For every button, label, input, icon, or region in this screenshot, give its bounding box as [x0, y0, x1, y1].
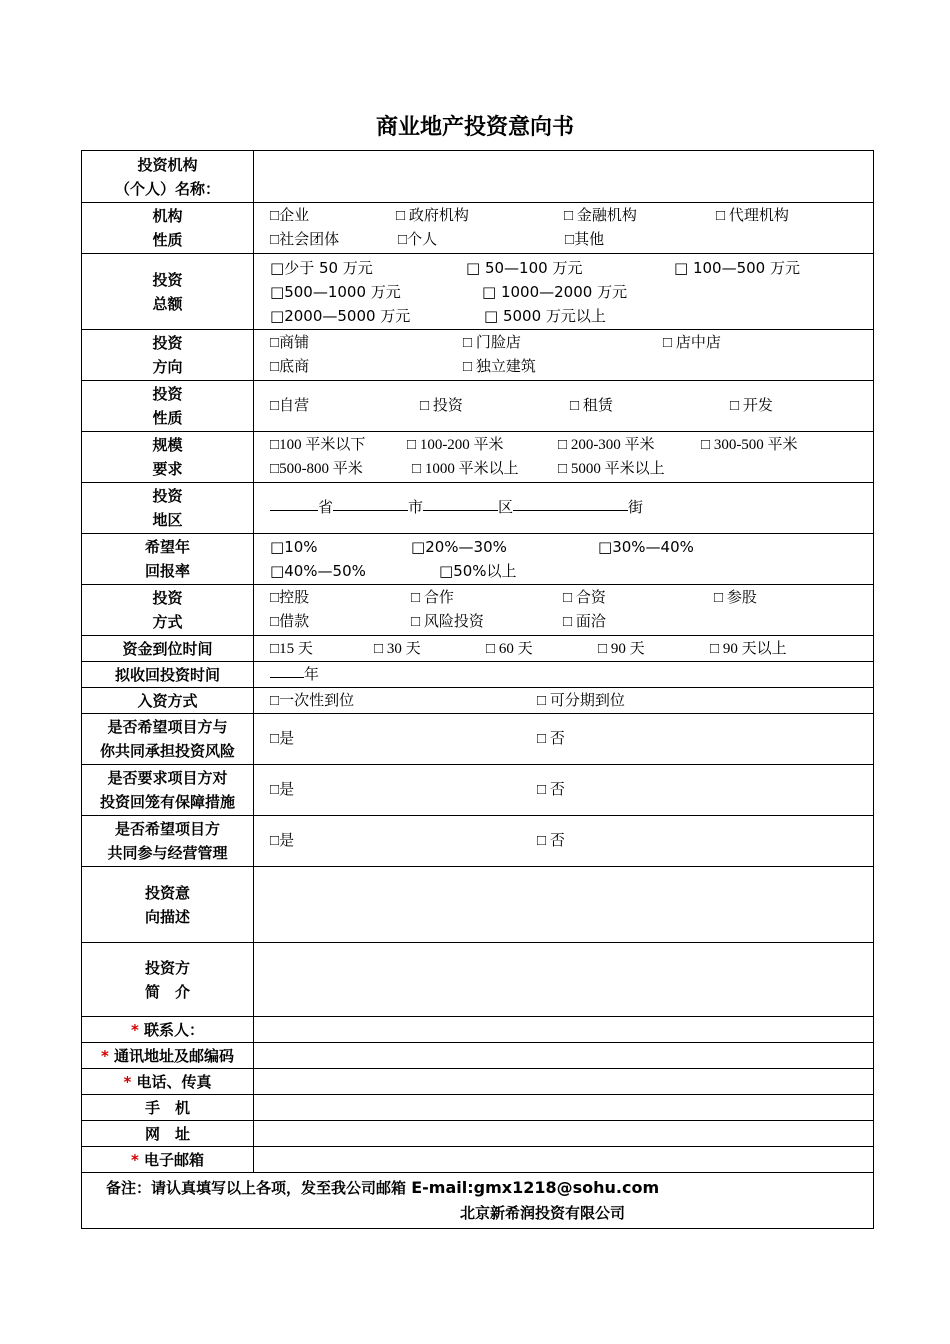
note-block	[82, 1173, 874, 1229]
field-contact[interactable]	[254, 1017, 874, 1043]
row-buyback	[82, 765, 874, 816]
row-contact	[82, 1017, 874, 1043]
row-direction	[82, 330, 874, 381]
checkbox-standalone[interactable]: □ 独立建筑	[463, 359, 536, 375]
row-risk-share	[82, 714, 874, 765]
checkbox-loan[interactable]: □借款	[270, 614, 310, 630]
options-org-type	[254, 203, 874, 254]
checkbox-equity[interactable]: □ 参股	[714, 590, 757, 606]
row-nature	[82, 381, 874, 432]
label-website: 网 址	[82, 1121, 254, 1147]
checkbox-agency[interactable]: □ 代理机构	[716, 208, 789, 224]
input-recover-years[interactable]	[270, 663, 304, 678]
row-mobile	[82, 1095, 874, 1121]
label-buyback: 是否要求项目方对 投资回笼有保障措施	[82, 765, 254, 816]
row-org-type	[82, 203, 874, 254]
checkbox-amount-500-1000[interactable]: □500—1000 万元	[270, 282, 401, 301]
checkbox-storefront[interactable]: □ 门脸店	[463, 335, 521, 351]
label-direction: 投资 方向	[82, 330, 254, 381]
options-entry	[254, 688, 874, 714]
field-org-name[interactable]	[254, 151, 874, 203]
label-contact: * 联系人：	[82, 1017, 254, 1043]
checkbox-individual[interactable]: □个人	[398, 232, 438, 248]
input-district[interactable]	[423, 496, 498, 511]
checkbox-social-group[interactable]: □社会团体	[270, 232, 340, 248]
checkbox-risk-yes[interactable]: □是	[270, 731, 295, 747]
options-amount	[254, 254, 874, 330]
row-recover-time	[82, 662, 874, 688]
label-region: 投资 地区	[82, 483, 254, 534]
checkbox-return-30-40[interactable]: □30%—40%	[598, 538, 694, 556]
checkbox-scale-300-500[interactable]: □ 300-500 平米	[701, 437, 798, 453]
checkbox-enterprise[interactable]: □企业	[270, 208, 310, 224]
row-entry	[82, 688, 874, 714]
checkbox-scale-200-300[interactable]: □ 200-300 平米	[558, 437, 655, 453]
row-method	[82, 585, 874, 636]
options-nature	[254, 381, 874, 432]
row-org-name	[82, 151, 874, 203]
row-return-rate	[82, 534, 874, 585]
note-text: 备注：请认真填写以上各项，发至我公司邮箱	[106, 1179, 412, 1197]
row-co-manage	[82, 816, 874, 867]
field-investor-intro[interactable]	[254, 943, 874, 1017]
checkbox-amount-1000-2000[interactable]: □ 1000—2000 万元	[482, 282, 628, 301]
field-email[interactable]	[254, 1147, 874, 1173]
checkbox-risk-no[interactable]: □ 否	[537, 731, 565, 747]
row-address	[82, 1043, 874, 1069]
row-phone	[82, 1069, 874, 1095]
checkbox-scale-500-800[interactable]: □500-800 平米	[270, 461, 363, 477]
checkbox-scale-gt5000[interactable]: □ 5000 平米以上	[558, 461, 665, 477]
label-entry: 入资方式	[82, 688, 254, 714]
field-mobile[interactable]	[254, 1095, 874, 1121]
row-scale	[82, 432, 874, 483]
checkbox-amount-50-100[interactable]: □ 50—100 万元	[466, 258, 583, 277]
checkbox-venture[interactable]: □ 风险投资	[411, 614, 484, 630]
label-email: * 电子邮箱	[82, 1147, 254, 1173]
field-address[interactable]	[254, 1043, 874, 1069]
label-mobile: 手 机	[82, 1095, 254, 1121]
checkbox-amount-2000-5000[interactable]: □2000—5000 万元	[270, 306, 411, 325]
label-scale: 规模 要求	[82, 432, 254, 483]
page-title: 商业地产投资意向书	[375, 115, 574, 140]
checkbox-shop[interactable]: □商铺	[270, 335, 310, 351]
input-city[interactable]	[333, 496, 408, 511]
checkbox-return-40-50[interactable]: □40%—50%	[270, 562, 366, 580]
label-risk-share: 是否希望项目方与 你共同承担投资风险	[82, 714, 254, 765]
checkbox-negotiate[interactable]: □ 面洽	[563, 614, 606, 630]
field-website[interactable]	[254, 1121, 874, 1147]
row-fund-time	[82, 636, 874, 662]
checkbox-buyback-yes[interactable]: □是	[270, 782, 295, 798]
label-fund-time: 资金到位时间	[82, 636, 254, 662]
checkbox-amount-lt50[interactable]: □少于 50 万元	[270, 258, 373, 277]
options-co-manage	[254, 816, 874, 867]
investment-intent-form	[81, 150, 874, 1229]
field-recover-time: 年	[254, 662, 874, 688]
checkbox-control[interactable]: □控股	[270, 590, 310, 606]
options-return-rate	[254, 534, 874, 585]
checkbox-15-days[interactable]: □15 天	[270, 640, 313, 657]
options-risk-share	[254, 714, 874, 765]
company-name: 北京新希润投资有限公司	[460, 1204, 626, 1222]
checkbox-return-10[interactable]: □10%	[270, 538, 318, 556]
checkbox-scale-100-200[interactable]: □ 100-200 平米	[407, 437, 504, 453]
row-intent-desc	[82, 867, 874, 943]
field-intent-desc[interactable]	[254, 867, 874, 943]
label-org-name: 投资机构 （个人）名称：	[82, 151, 254, 203]
checkbox-return-gt50[interactable]: □50%以上	[439, 562, 517, 580]
options-method	[254, 585, 874, 636]
row-region	[82, 483, 874, 534]
label-return-rate: 希望年 回报率	[82, 534, 254, 585]
checkbox-installments[interactable]: □ 可分期到位	[537, 692, 625, 709]
options-fund-time	[254, 636, 874, 662]
checkbox-scale-gt1000[interactable]: □ 1000 平米以上	[412, 461, 519, 477]
checkbox-ground-floor[interactable]: □底商	[270, 359, 310, 375]
checkbox-manage-yes[interactable]: □是	[270, 833, 295, 849]
options-scale	[254, 432, 874, 483]
row-website	[82, 1121, 874, 1147]
checkbox-buyback-no[interactable]: □ 否	[537, 782, 565, 798]
options-buyback	[254, 765, 874, 816]
field-phone[interactable]	[254, 1069, 874, 1095]
label-org-type: 机构 性质	[82, 203, 254, 254]
checkbox-manage-no[interactable]: □ 否	[537, 833, 565, 849]
checkbox-60-days[interactable]: □ 60 天	[486, 640, 533, 657]
checkbox-joint-venture[interactable]: □ 合资	[563, 590, 606, 606]
checkbox-store-in-store[interactable]: □ 店中店	[663, 335, 721, 351]
row-email	[82, 1147, 874, 1173]
row-amount	[82, 254, 874, 330]
note-email: E-mail:gmx1218@sohu.com	[411, 1178, 660, 1197]
label-recover-time: 拟收回投资时间	[82, 662, 254, 688]
checkbox-self-operated[interactable]: □自营	[270, 398, 310, 414]
label-method: 投资 方式	[82, 585, 254, 636]
row-note	[82, 1173, 874, 1229]
options-direction	[254, 330, 874, 381]
checkbox-amount-100-500[interactable]: □ 100—500 万元	[674, 258, 800, 277]
label-amount: 投资 总额	[82, 254, 254, 330]
checkbox-government[interactable]: □ 政府机构	[396, 208, 469, 224]
checkbox-lease[interactable]: □ 租赁	[570, 398, 613, 414]
checkbox-financial[interactable]: □ 金融机构	[564, 208, 637, 224]
checkbox-cooperate[interactable]: □ 合作	[411, 590, 454, 606]
checkbox-90-days[interactable]: □ 90 天	[598, 640, 645, 657]
checkbox-return-20-30[interactable]: □20%—30%	[411, 538, 507, 556]
input-street[interactable]	[513, 496, 628, 511]
label-phone: * 电话、传真	[82, 1069, 254, 1095]
label-investor-intro: 投资方 简 介	[82, 943, 254, 1017]
label-co-manage: 是否希望项目方 共同参与经营管理	[82, 816, 254, 867]
input-province[interactable]	[270, 496, 318, 511]
checkbox-lump-sum[interactable]: □一次性到位	[270, 692, 355, 709]
checkbox-30-days[interactable]: □ 30 天	[374, 640, 421, 657]
label-nature: 投资 性质	[82, 381, 254, 432]
checkbox-amount-gt5000[interactable]: □ 5000 万元以上	[484, 306, 606, 325]
checkbox-gt90-days[interactable]: □ 90 天以上	[710, 640, 787, 657]
field-region: 省 市 区 街	[254, 483, 874, 534]
checkbox-develop[interactable]: □ 开发	[730, 398, 773, 414]
checkbox-other[interactable]: □其他	[565, 232, 605, 248]
label-address: * 通讯地址及邮编码	[82, 1043, 254, 1069]
row-investor-intro	[82, 943, 874, 1017]
label-intent-desc: 投资意 向描述	[82, 867, 254, 943]
checkbox-invest[interactable]: □ 投资	[420, 398, 463, 414]
checkbox-scale-lt100[interactable]: □100 平米以下	[270, 437, 366, 453]
